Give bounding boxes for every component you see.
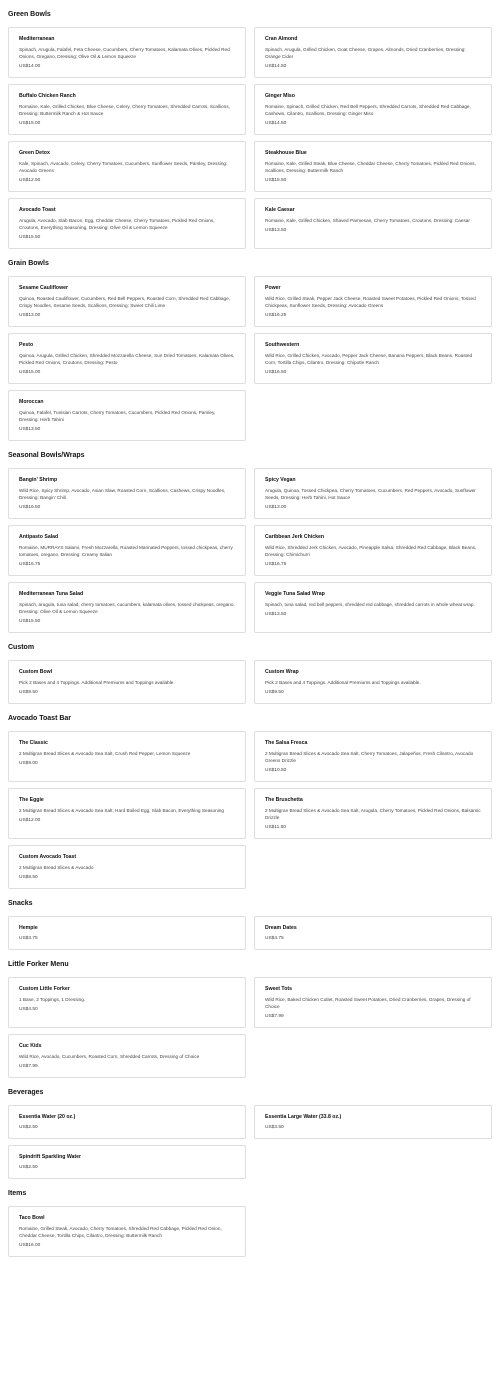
item-name: Custom Avocado Toast <box>19 854 77 860</box>
item-description: Romaine, Kale, Grilled Chicken, Shaved Parmesan, Cherry Tomatoes, Croutons, Dressing: Caesar <box>265 218 470 223</box>
item-price: US$3.75 <box>19 936 38 941</box>
item-price: US$14.50 <box>265 64 287 69</box>
item-price: US$13.00 <box>265 505 287 510</box>
item-name: Pesto <box>19 342 34 348</box>
item-grid <box>8 660 492 704</box>
item-description: Wild Rice, Grilled Steak, Pepper Jack Cheese, Roasted Sweet Potatoes, Pickled Red Onions, Tossed Chickpeas, Sunflower Seeds, Dressing: Avocado Greens <box>265 296 476 308</box>
item-price: US$15.50 <box>19 619 41 624</box>
menu-item-card[interactable] <box>254 198 492 249</box>
menu-item-card[interactable] <box>254 1105 492 1139</box>
item-grid <box>8 468 492 633</box>
item-description: Kale, Spinach, Avocado, Celery, Cherry Tomatoes, Cucumbers, Sunflower Seeds, Parsley, Dressing: Avocado Greens <box>19 161 228 173</box>
item-name: Veggie Tuna Salad Wrap <box>265 591 325 597</box>
item-price: US$7.99 <box>265 1014 284 1019</box>
item-price: US$13.50 <box>265 228 287 233</box>
item-description: Wild Rice, Spicy Shrimp, Avocado, Asian Slaw, Roasted Corn, Scallions, Cashews, Crispy Noodles, Dressing: Bangin' Chili <box>19 488 226 500</box>
section-title: Little Forker Menu <box>8 961 69 968</box>
menu-item-card[interactable] <box>8 1105 246 1139</box>
item-description: Quinoa, Falafel, Tunisian Carrots, Cherry Tomatoes, Cucumbers, Pickled Red Onions, Parsley, Dressing: Herb Tahini <box>19 410 216 422</box>
item-grid <box>8 27 492 249</box>
item-description: Romaine, Kale, Grilled Steak, Blue Cheese, Cheddar Cheese, Cherry Tomatoes, Pickled Red Onions, Scallions, Dressing: Buttermilk Ranch <box>265 161 476 173</box>
item-name: Buffalo Chicken Ranch <box>19 93 76 99</box>
item-price: US$11.50 <box>265 825 286 830</box>
section-title: Items <box>8 1190 27 1197</box>
item-name: Spicy Vegan <box>265 477 296 483</box>
menu-section <box>8 0 492 249</box>
item-grid <box>8 1206 492 1257</box>
item-description: Romaine, Grilled Steak, Avocado, Cherry Tomatoes, Shredded Red Cabbage, Pickled Red Onion, Cheddar Cheese, Tortilla Chips, Cilantro, Dressing: Buttermilk Ranch <box>19 1226 222 1238</box>
item-price: US$15.50 <box>265 178 287 183</box>
menu-item-card[interactable] <box>8 468 246 519</box>
menu-item-card[interactable] <box>8 977 246 1028</box>
item-price: US$4.75 <box>265 936 284 941</box>
item-price: US$13.00 <box>19 313 41 318</box>
item-description: Spinach, arugula, tuna salad, cherry tomatoes, cucumbers, kalamata olives, tossed chickpeas, oregano. Dressing: Olive Oil & Lemon Squeeze <box>19 602 235 614</box>
item-description: Wild Rice, Grilled Chicken, Avocado, Pepper Jack Cheese, Banana Peppers, Black Beans, Roasted Corn, Tortilla Chips, Cilantro, Dressing: Chipotle Ranch <box>265 353 473 365</box>
section-title: Grain Bowls <box>8 260 49 267</box>
item-description: 2 Multigran Bread Slices & Avocado <box>19 865 94 870</box>
menu-section <box>8 704 492 889</box>
item-price: US$16.00 <box>19 1243 41 1248</box>
section-title: Green Bowls <box>8 11 51 18</box>
item-description: Spinach, tuna salad, red bell peppers, shredded red cabbage, shredded carrots in whole wheat wrap. <box>265 602 475 607</box>
item-name: Cran Almond <box>265 36 298 42</box>
menu-section <box>8 950 492 1078</box>
item-price: US$16.50 <box>19 505 41 510</box>
item-name: The Classic <box>19 740 48 746</box>
item-price: US$16.75 <box>19 562 41 567</box>
item-name: Mediterranean <box>19 36 55 42</box>
item-price: US$16.50 <box>265 370 287 375</box>
item-price: US$2.50 <box>19 1165 38 1170</box>
menu-item-card[interactable] <box>8 27 246 78</box>
item-description: Wild Rice, Avocado, Cucumbers, Roasted Corn, Shredded Carrots, Dressing of Choice <box>19 1054 200 1059</box>
item-name: Dream Dates <box>265 925 297 931</box>
item-description: Pick 2 Bases and 4 Toppings. Additional Premiums and Toppings available. <box>265 680 421 685</box>
menu-item-card[interactable] <box>8 1145 246 1179</box>
menu-section <box>8 441 492 633</box>
menu-item-card[interactable] <box>8 582 246 633</box>
item-price: US$13.50 <box>265 612 287 617</box>
item-description: 1 Base, 2 Toppings, 1 Dressing. <box>19 997 86 1002</box>
item-name: Southwestern <box>265 342 300 348</box>
menu-item-card[interactable] <box>8 845 246 889</box>
item-description: Arugula, Quinoa, Tossed Chickpea, Cherry Tomatoes, Cucumbers, Red Peppers, Avocado, Sunflower Seeds, Dressing: Herb Tahini, Hot Sauce <box>265 488 476 500</box>
item-name: Essentia Water (20 oz.) <box>19 1114 76 1120</box>
item-price: US$12.00 <box>19 818 41 823</box>
menu-item-card[interactable] <box>254 977 492 1028</box>
item-name: Moroccan <box>19 399 44 405</box>
menu-item-card[interactable] <box>254 27 492 78</box>
item-price: US$14.00 <box>19 64 41 69</box>
item-name: Antipasto Salad <box>19 534 59 540</box>
item-description: Arugula, Avocado, Slab Bacon, Egg, Cheddar Cheese, Cherry Tomatoes, Pickled Red Onions, Croutons, Everything Seasoning, Dressing: Olive Oil & Lemon Squeeze <box>19 218 215 230</box>
menu-item-card[interactable] <box>8 333 246 384</box>
item-name: Bangin' Shrimp <box>19 477 58 483</box>
menu-item-card[interactable] <box>8 141 246 192</box>
item-name: Sesame Cauliflower <box>19 285 69 291</box>
menu-item-card[interactable] <box>8 390 246 441</box>
section-title: Avocado Toast Bar <box>8 715 72 722</box>
item-name: Kale Caesar <box>265 207 295 213</box>
item-grid <box>8 276 492 441</box>
item-price: US$14.50 <box>265 121 287 126</box>
item-price: US$15.50 <box>19 235 41 240</box>
item-price: US$13.50 <box>19 427 41 432</box>
item-name: Spindrift Sparkling Water <box>19 1154 82 1160</box>
item-price: US$16.75 <box>265 562 287 567</box>
item-name: Mediterranean Tuna Salad <box>19 591 84 597</box>
item-price: US$9.00 <box>19 761 38 766</box>
item-description: Spinach, Arugula, Falafel, Feta Cheese, Cucumbers, Cherry Tomatoes, Kalamata Olives, Pickled Red Onions, Oregano, Dressing: Olive Oil & Lemon Squeeze <box>19 47 230 59</box>
item-price: US$10.50 <box>265 768 287 773</box>
item-name: Power <box>265 285 281 291</box>
menu-item-card[interactable] <box>254 525 492 576</box>
menu-section <box>8 1078 492 1179</box>
item-price: US$12.50 <box>19 178 41 183</box>
item-description: 2 Multigran Bread Slices & Avocado Sea Salt, Arugula, Cherry Tomatoes, Pickled Red Onions, Balsamic Drizzle <box>265 808 481 820</box>
item-name: Taco Bowl <box>19 1215 45 1221</box>
item-name: Sweet Tots <box>265 986 292 992</box>
section-title: Beverages <box>8 1089 44 1096</box>
menu-item-card[interactable] <box>8 276 246 327</box>
menu-item-card[interactable] <box>8 916 246 950</box>
menu-item-card[interactable] <box>254 660 492 704</box>
item-grid <box>8 1105 492 1179</box>
menu-item-card[interactable] <box>254 916 492 950</box>
item-name: Ginger Miso <box>265 93 295 99</box>
item-name: Steakhouse Blue <box>265 150 307 156</box>
item-grid <box>8 731 492 889</box>
section-title: Seasonal Bowls/Wraps <box>8 452 85 459</box>
menu-item-card[interactable] <box>8 731 246 782</box>
item-description: Pick 2 Bases and 4 Toppings. Additional Premiums and Toppings available. <box>19 680 175 685</box>
section-title: Custom <box>8 644 35 651</box>
item-description: Spinach, Arugula, Grilled Chicken, Goat Cheese, Grapes, Almonds, Dried Cranberries, Dressing: Orange Cider <box>265 47 466 59</box>
item-name: The Salsa Fresca <box>265 740 308 746</box>
item-name: Hempie <box>19 925 38 931</box>
item-description: 2 Multigran Bread Slices & Avocado Sea Salt, Crush Red Pepper, Lemon Squeeze <box>19 751 191 756</box>
item-name: Custom Wrap <box>265 669 299 675</box>
item-grid <box>8 977 492 1078</box>
item-price: US$7.99 <box>19 1064 38 1069</box>
menu-item-card[interactable] <box>254 788 492 839</box>
item-price: US$9.50 <box>19 690 38 695</box>
item-name: Custom Bowl <box>19 669 53 675</box>
item-name: The Eggie <box>19 797 44 803</box>
menu-item-card[interactable] <box>8 1034 246 1078</box>
item-price: US$15.00 <box>19 370 41 375</box>
menu-item-card[interactable] <box>8 525 246 576</box>
item-description: 2 Multigran Bread Slices & Avocado Sea Salt, Cherry Tomatoes, Jalapeños, Fresh Cilantro, Avocado Greens Drizzle <box>265 751 474 763</box>
item-name: Avocado Toast <box>19 207 56 213</box>
menu-item-card[interactable] <box>254 582 492 633</box>
menu-item-card[interactable] <box>8 84 246 135</box>
item-description: Quinoa, Arugula, Grilled Chicken, Shredded Mozzarella Cheese, Sun Dried Tomatoes, Kalamata Olives, Pickled Red Onions, Croutons, Dressing: Pesto <box>19 353 235 365</box>
menu-item-card[interactable] <box>254 276 492 327</box>
item-description: Romaine, Kale, Grilled Chicken, Blue Cheese, Celery, Cherry Tomatoes, Shredded Carrots, Scallions, Dressing: Buttermilk Ranch & Hot Sauce <box>19 104 230 116</box>
menu-section <box>8 889 492 950</box>
item-price: US$2.50 <box>19 1125 38 1130</box>
item-name: The Bruschetta <box>265 797 303 803</box>
item-price: US$4.50 <box>19 1007 38 1012</box>
item-description: Romaine, Spinach, Grilled Chicken, Red Bell Peppers, Shredded Carrots, Shredded Red Cabbage, Cashews, Cilantro, Scallions, Dressing: Ginger Miso <box>265 104 471 116</box>
item-description: Romaine, MURRAYS Salami, Fresh Mozzarella, Roasted Marinated Peppers, tossed chickpeas, cherry tomatoes, oregano. Dressing: Creamy Italian <box>19 545 233 557</box>
menu-item-card[interactable] <box>8 1206 246 1257</box>
menu-section <box>8 633 492 704</box>
item-price: US$16.25 <box>265 313 287 318</box>
section-title: Snacks <box>8 900 33 907</box>
item-price: US$3.50 <box>265 1125 284 1130</box>
item-name: Custom Little Forker <box>19 986 70 992</box>
item-description: Wild Rice, Baked Chicken Cutlet, Roasted Sweet Potatoes, Dried Cranberries, Grapes, Dressing of Choice <box>265 997 471 1009</box>
menu-item-card[interactable] <box>254 731 492 782</box>
menu-item-card[interactable] <box>254 141 492 192</box>
item-name: Essentia Large Water (33.8 oz.) <box>265 1114 342 1120</box>
menu-item-card[interactable] <box>254 333 492 384</box>
menu-item-card[interactable] <box>8 198 246 249</box>
item-name: Cuc Kids <box>19 1043 42 1049</box>
item-price: US$15.00 <box>19 121 41 126</box>
menu-item-card[interactable] <box>254 468 492 519</box>
item-description: 2 Multigran Bread Slices & Avocado Sea Salt, Hard Boiled Egg, Slab Bacon, Everything Seasoning <box>19 808 224 813</box>
item-name: Green Detox <box>19 150 50 156</box>
item-grid <box>8 916 492 950</box>
item-description: Wild Rice, Shredded Jerk Chicken, Avocado, Pineapple Salsa, Shredded Red Cabbage, Black Beans, Dressing: Chimichurri <box>265 545 477 557</box>
item-price: US$8.50 <box>19 875 38 880</box>
menu-item-card[interactable] <box>254 84 492 135</box>
menu-item-card[interactable] <box>8 788 246 839</box>
menu-item-card[interactable] <box>8 660 246 704</box>
menu-section <box>8 1179 492 1257</box>
item-name: Caribbean Jerk Chicken <box>265 534 325 540</box>
item-description: Quinoa, Roasted Cauliflower, Cucumbers, Red Bell Peppers, Roasted Corn, Shredded Red Cabbage, Crispy Noodles, Sesame Seeds, Scallions, Dressing: Sweet Chili Lime <box>19 296 231 308</box>
item-price: US$9.50 <box>265 690 284 695</box>
menu-section <box>8 249 492 441</box>
